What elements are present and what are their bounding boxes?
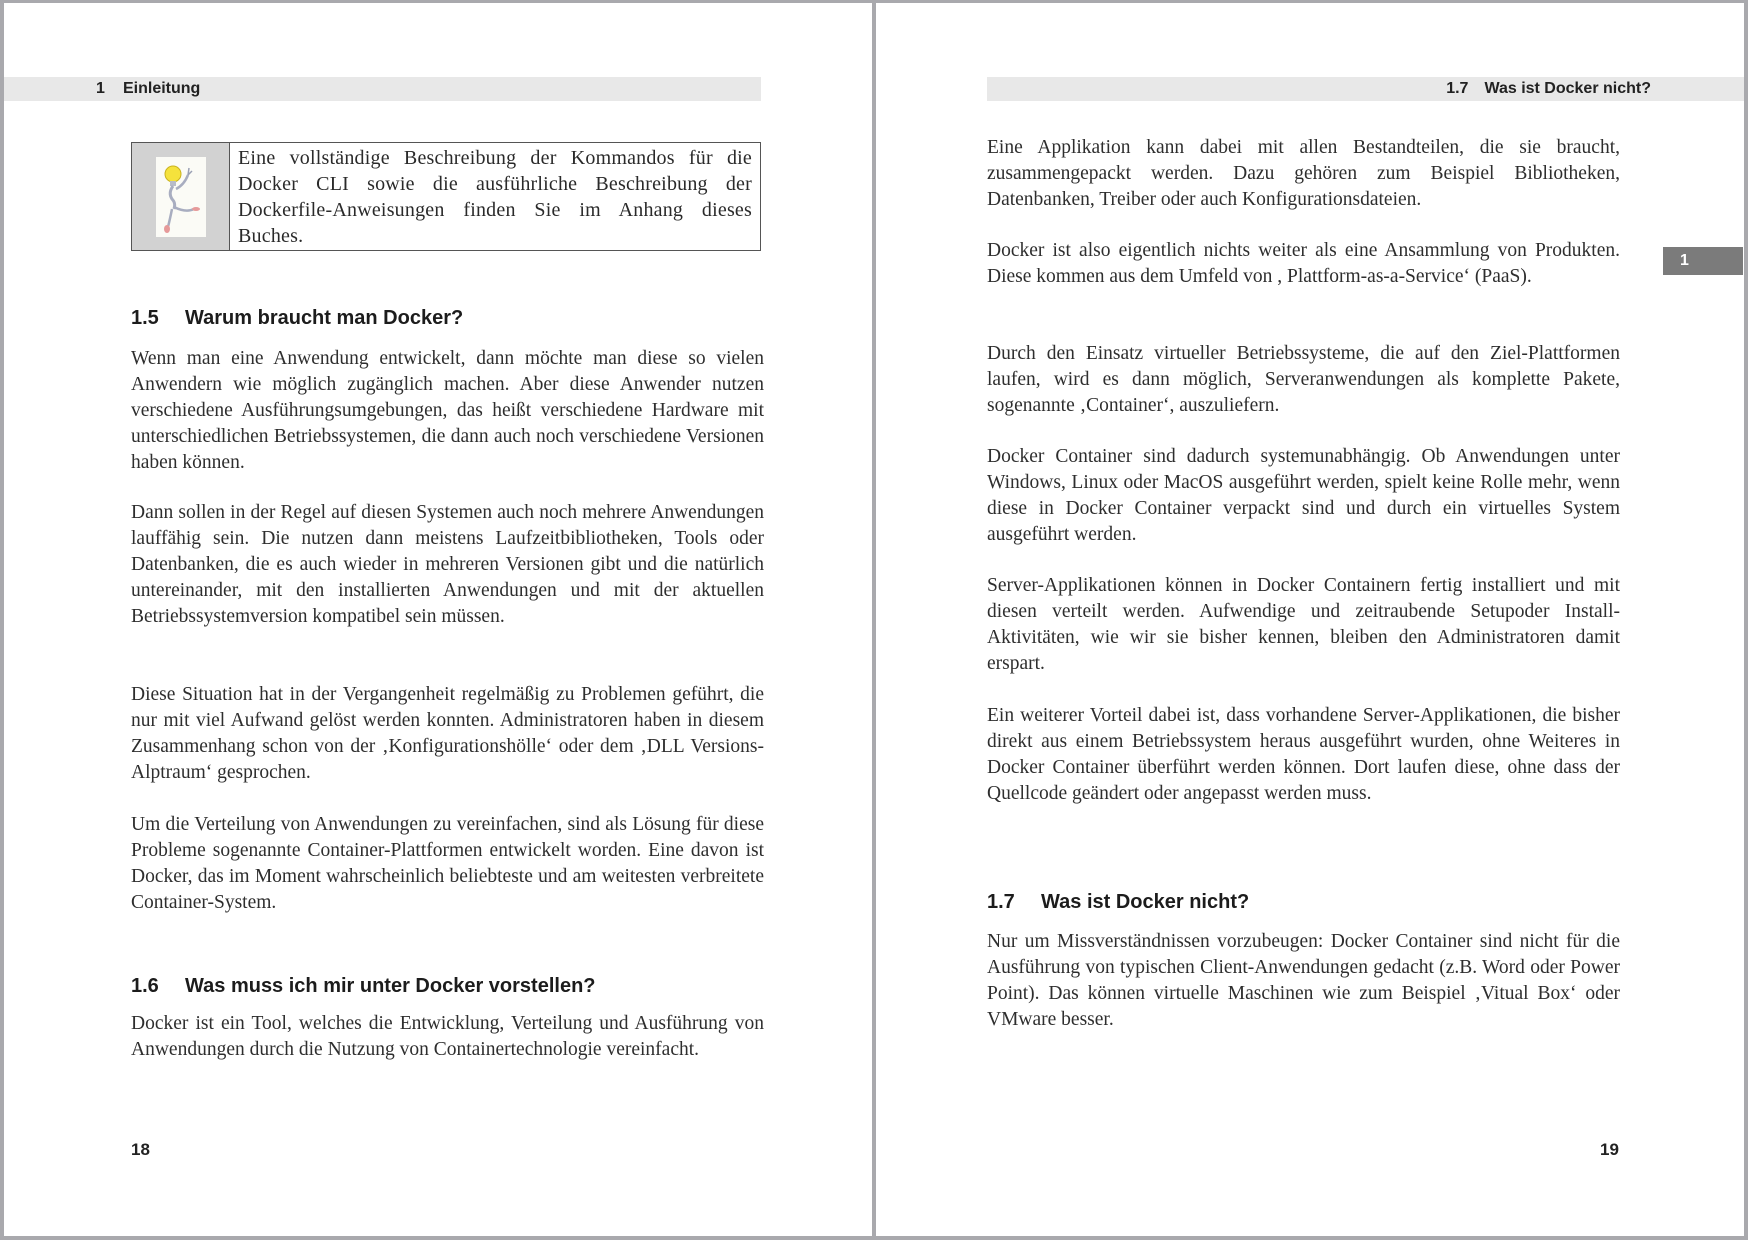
section-number: 1.7 [987,891,1015,913]
chapter-thumb-tab: 1 [1663,247,1743,275]
paragraph: Um die Verteilung von Anwendungen zu vereinfachen, sind als Lösung für diese Probleme sogenannte Container-Plattformen entwickelt worden. Eine davon ist Docker, das im Moment wahrscheinlich beliebteste und am weitesten verbreitete Container-System. [131,814,764,913]
right-page [876,0,1744,1240]
running-head-right [987,77,1744,101]
frame-right-border [1744,0,1748,1240]
section-title: Was muss ich mir unter Docker vorstellen? [185,975,596,997]
paragraph: Nur um Missverständnissen vorzubeugen: Docker Container sind nicht für die Ausführung von typischen Client-Anwendungen gedacht (z.B. Word oder Power Point). Das können virtuelle Maschinen wie zum Beispiel ‚Vitual Box‘ oder VMware besser. [987,931,1620,1030]
paragraph: Docker ist also eigentlich nichts weiter als eine Ansammlung von Produkten. Diese kommen aus dem Umfeld von , Plattform-as-a-Service‘ (PaaS). [987,240,1620,287]
paragraph: Wenn man eine Anwendung entwickelt, dann möchte man diese so vielen Anwendern wie möglich zugänglich machen. Aber diese Anwender nutzen verschiedene Ausführungsumgebungen, das heißt verschiedene Hardware mit unterschiedlichen Betriebssystemen, die dann auch noch verschiedene Versionen haben können. [131,348,764,473]
running-head-chapter-number: 1 [96,80,105,97]
paragraph: Diese Situation hat in der Vergangenheit regelmäßig zu Problemen geführt, die nur mit viel Aufwand gelöst werden konnten. Administratoren haben in diesem Zusammenhang schon von der ‚Konfigurationshölle‘ oder dem ‚DLL Versions-Alptraum‘ gesprochen. [131,684,764,783]
paragraph: Docker ist ein Tool, welches die Entwicklung, Verteilung und Ausführung von Anwendungen durch die Nutzung von Containertechnologie vereinfacht. [131,1013,764,1060]
section-heading-1-5 [131,307,463,330]
paragraph: Eine Applikation kann dabei mit allen Bestandteilen, die sie braucht, zusammengepackt werden. Dazu gehören zum Beispiel Bibliotheken, Datenbanken, Treiber oder auch Konfigurationsdateien. [987,137,1620,210]
running-head-left [4,77,761,101]
section-heading-1-7 [987,891,1249,914]
running-head-section-title: Was ist Docker nicht? [1484,80,1651,97]
section-heading-1-6 [131,975,596,998]
running-head-chapter-title: Einleitung [123,80,201,97]
page-number-right: 19 [1600,1140,1619,1159]
note-box [131,142,761,251]
paragraph: Dann sollen in der Regel auf diesen Systemen auch noch mehrere Anwendungen lauffähig sein. Die nutzen dann meistens Laufzeitbibliotheken, Tools oder Datenbanken, die es auch wieder in mehreren Versionen gibt und die natürlich untereinander, mit den installierten Anwendungen und mit der aktuellen Betriebssystemversion kompatibel sein müssen. [131,502,764,627]
lightbulb-figure-icon [156,157,206,237]
section-number: 1.5 [131,307,159,329]
note-text: Eine vollständige Beschreibung der Kommandos für die Docker CLI sowie die ausführliche Beschreibung der Dockerfile-Anweisungen finden Sie im Anhang dieses Buches. [238,147,752,247]
paragraph: Docker Container sind dadurch systemunabhängig. Ob Anwendungen unter Windows, Linux oder MacOS ausgeführt werden, spielt keine Rolle mehr, wenn diese in Docker Container verpackt sind und durch ein virtuelles System ausgeführt werden. [987,446,1620,545]
paragraph: Ein weiterer Vorteil dabei ist, dass vorhandene Server-Applikationen, die bisher direkt aus einem Betriebssystem heraus ausgeführt wurden, ohne Weiteres in Docker Container überführt werden können. Dort laufen diese, ohne dass der Quellcode geändert oder angepasst werden muss. [987,705,1620,804]
section-title: Was ist Docker nicht? [1041,891,1250,913]
paragraph: Durch den Einsatz virtueller Betriebssysteme, die auf den Ziel-Plattformen laufen, wird es dann möglich, Serveranwendungen als komplette Pakete, sogenannte ‚Container‘, auszuliefern. [987,343,1620,416]
running-head-section-number: 1.7 [1446,80,1469,97]
note-icon-cell [132,143,230,250]
paragraph: Server-Applikationen können in Docker Containern fertig installiert und mit diesen verteilt werden. Aufwendige und zeitraubende Setupoder Install-Aktivitäten, wie wir sie bisher kennen, bleiben den Administratoren damit erspart. [987,575,1620,674]
page-number-left: 18 [131,1140,150,1159]
left-page [4,0,872,1240]
section-number: 1.6 [131,975,159,997]
section-title: Warum braucht man Docker? [185,307,464,329]
